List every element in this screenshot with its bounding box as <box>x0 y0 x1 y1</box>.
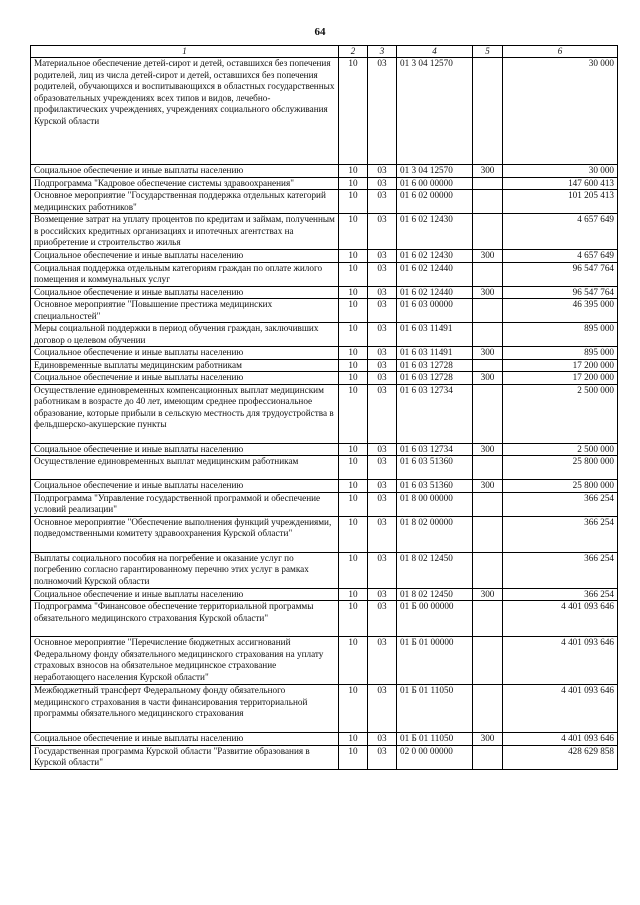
row-name: Осуществление единовременных выплат медицинским работникам <box>31 456 339 480</box>
row-section: 10 <box>339 443 368 456</box>
row-subsection: 03 <box>368 165 397 178</box>
row-expense-type <box>473 323 503 347</box>
row-section: 10 <box>339 286 368 299</box>
column-header: 3 <box>368 46 397 58</box>
table-row <box>31 456 618 480</box>
table-row <box>31 323 618 347</box>
row-subsection: 03 <box>368 177 397 190</box>
row-name: Возмещение затрат на уплату процентов по кредитам и займам, полученным в российских кредитных организациях и ипотечных агентствах на приобретение и строительство жилья <box>31 214 339 250</box>
row-subsection: 03 <box>368 372 397 385</box>
table-row <box>31 733 618 746</box>
row-subsection: 03 <box>368 323 397 347</box>
row-amount: 17 200 000 <box>503 372 618 385</box>
table-row <box>31 262 618 286</box>
row-name: Социальное обеспечение и иные выплаты населению <box>31 286 339 299</box>
row-amount: 101 205 413 <box>503 190 618 214</box>
row-section: 10 <box>339 492 368 516</box>
row-section: 10 <box>339 58 368 165</box>
row-target-item: 01 6 03 12734 <box>397 443 473 456</box>
row-name: Меры социальной поддержки в период обучения граждан, заключивших договор о целевом обучении <box>31 323 339 347</box>
row-amount: 895 000 <box>503 347 618 360</box>
row-name: Межбюджетный трансферт Федеральному фонду обязательного медицинского страхования в части финансирования территориальной программы обязательного медицинского страхования <box>31 685 339 733</box>
row-subsection: 03 <box>368 552 397 588</box>
row-subsection: 03 <box>368 384 397 443</box>
row-name: Подпрограмма "Управление государственной программой и обеспечение условий реализации" <box>31 492 339 516</box>
row-subsection: 03 <box>368 480 397 493</box>
table-row <box>31 165 618 178</box>
table-row <box>31 685 618 733</box>
row-expense-type <box>473 492 503 516</box>
row-name: Единовременные выплаты медицинским работникам <box>31 359 339 372</box>
table-row <box>31 359 618 372</box>
row-target-item: 01 8 02 12450 <box>397 588 473 601</box>
row-subsection: 03 <box>368 214 397 250</box>
row-expense-type: 300 <box>473 443 503 456</box>
row-expense-type <box>473 262 503 286</box>
row-subsection: 03 <box>368 456 397 480</box>
row-subsection: 03 <box>368 637 397 685</box>
row-name: Государственная программа Курской области "Развитие образования в Курской области" <box>31 745 339 769</box>
column-header: 2 <box>339 46 368 58</box>
table-row <box>31 492 618 516</box>
row-expense-type <box>473 745 503 769</box>
row-expense-type: 300 <box>473 250 503 263</box>
row-subsection: 03 <box>368 492 397 516</box>
table-row <box>31 588 618 601</box>
row-amount: 46 395 000 <box>503 299 618 323</box>
row-subsection: 03 <box>368 299 397 323</box>
row-expense-type: 300 <box>473 372 503 385</box>
row-expense-type <box>473 359 503 372</box>
header-row <box>31 46 618 58</box>
row-name: Социальное обеспечение и иные выплаты населению <box>31 733 339 746</box>
row-expense-type: 300 <box>473 165 503 178</box>
row-name: Социальное обеспечение и иные выплаты населению <box>31 347 339 360</box>
row-target-item: 01 6 03 00000 <box>397 299 473 323</box>
row-amount: 147 600 413 <box>503 177 618 190</box>
row-name: Подпрограмма "Кадровое обеспечение системы здравоохранения" <box>31 177 339 190</box>
row-expense-type: 300 <box>473 588 503 601</box>
row-expense-type <box>473 384 503 443</box>
row-section: 10 <box>339 165 368 178</box>
row-subsection: 03 <box>368 516 397 552</box>
row-target-item: 01 Б 01 11050 <box>397 733 473 746</box>
row-section: 10 <box>339 685 368 733</box>
row-subsection: 03 <box>368 286 397 299</box>
row-amount: 25 800 000 <box>503 480 618 493</box>
row-target-item: 01 6 03 12728 <box>397 372 473 385</box>
row-section: 10 <box>339 177 368 190</box>
row-subsection: 03 <box>368 359 397 372</box>
table-row <box>31 286 618 299</box>
row-target-item: 01 Б 01 00000 <box>397 637 473 685</box>
row-expense-type <box>473 456 503 480</box>
row-amount: 2 500 000 <box>503 443 618 456</box>
row-section: 10 <box>339 250 368 263</box>
row-expense-type <box>473 516 503 552</box>
budget-table <box>30 45 618 770</box>
row-subsection: 03 <box>368 443 397 456</box>
row-section: 10 <box>339 552 368 588</box>
table-row <box>31 745 618 769</box>
row-name: Социальное обеспечение и иные выплаты населению <box>31 443 339 456</box>
row-section: 10 <box>339 745 368 769</box>
row-amount: 96 547 764 <box>503 262 618 286</box>
row-target-item: 01 6 02 12440 <box>397 286 473 299</box>
row-amount: 2 500 000 <box>503 384 618 443</box>
row-section: 10 <box>339 384 368 443</box>
row-subsection: 03 <box>368 347 397 360</box>
row-subsection: 03 <box>368 58 397 165</box>
row-target-item: 01 Б 01 11050 <box>397 685 473 733</box>
row-name: Основное мероприятие "Государственная поддержка отдельных категорий медицинских работников" <box>31 190 339 214</box>
row-target-item: 01 6 02 12430 <box>397 250 473 263</box>
row-section: 10 <box>339 588 368 601</box>
row-amount: 4 401 093 646 <box>503 637 618 685</box>
table-row <box>31 443 618 456</box>
row-amount: 17 200 000 <box>503 359 618 372</box>
row-target-item: 01 3 04 12570 <box>397 165 473 178</box>
row-expense-type: 300 <box>473 347 503 360</box>
row-subsection: 03 <box>368 745 397 769</box>
row-name: Выплаты социального пособия на погребение и оказание услуг по погребению согласно гарантированному перечню этих услуг в рамках полномочий Курской области <box>31 552 339 588</box>
row-expense-type <box>473 58 503 165</box>
row-amount: 366 254 <box>503 552 618 588</box>
row-target-item: 01 6 02 12430 <box>397 214 473 250</box>
row-amount: 366 254 <box>503 588 618 601</box>
row-name: Социальное обеспечение и иные выплаты населению <box>31 250 339 263</box>
row-target-item: 01 6 03 51360 <box>397 456 473 480</box>
row-subsection: 03 <box>368 685 397 733</box>
row-section: 10 <box>339 372 368 385</box>
row-expense-type <box>473 637 503 685</box>
column-header: 6 <box>503 46 618 58</box>
row-name: Материальное обеспечение детей-сирот и детей, оставшихся без попечения родителей, лиц из числа детей-сирот и детей, оставшихся без попечения родителей, обучающихся и воспитывающихся в областных государственных образовательных учреждениях всех типов и видов, лечебно-профилактических учреждениях, учреждениях социального обслуживания Курской области <box>31 58 339 165</box>
table-row <box>31 480 618 493</box>
row-subsection: 03 <box>368 588 397 601</box>
row-name: Социальное обеспечение и иные выплаты населению <box>31 588 339 601</box>
table-row <box>31 190 618 214</box>
row-name: Социальное обеспечение и иные выплаты населению <box>31 372 339 385</box>
row-name: Социальное обеспечение и иные выплаты населению <box>31 480 339 493</box>
row-name: Социальная поддержка отдельным категориям граждан по оплате жилого помещения и коммунальных услуг <box>31 262 339 286</box>
table-row <box>31 299 618 323</box>
row-amount: 96 547 764 <box>503 286 618 299</box>
row-subsection: 03 <box>368 262 397 286</box>
column-header: 5 <box>473 46 503 58</box>
row-expense-type: 300 <box>473 733 503 746</box>
table-row <box>31 601 618 637</box>
row-subsection: 03 <box>368 733 397 746</box>
row-section: 10 <box>339 299 368 323</box>
row-name: Основное мероприятие "Обеспечение выполнения функций учреждениями, подведомственными комитету здравоохранения Курской области" <box>31 516 339 552</box>
row-section: 10 <box>339 359 368 372</box>
row-amount: 4 657 649 <box>503 214 618 250</box>
row-amount: 428 629 858 <box>503 745 618 769</box>
row-expense-type <box>473 552 503 588</box>
table-row <box>31 516 618 552</box>
row-section: 10 <box>339 456 368 480</box>
row-section: 10 <box>339 347 368 360</box>
row-amount: 366 254 <box>503 492 618 516</box>
table-row <box>31 384 618 443</box>
row-expense-type <box>473 685 503 733</box>
row-section: 10 <box>339 480 368 493</box>
column-header: 1 <box>31 46 339 58</box>
row-target-item: 01 6 03 11491 <box>397 347 473 360</box>
row-target-item: 02 0 00 00000 <box>397 745 473 769</box>
row-amount: 895 000 <box>503 323 618 347</box>
row-target-item: 01 6 03 12734 <box>397 384 473 443</box>
table-row <box>31 347 618 360</box>
table-row <box>31 250 618 263</box>
row-section: 10 <box>339 516 368 552</box>
row-amount: 30 000 <box>503 58 618 165</box>
row-target-item: 01 6 03 11491 <box>397 323 473 347</box>
row-name: Осуществление единовременных компенсационных выплат медицинским работникам в возрасте до 40 лет, имеющим среднее профессиональное образование, которые прибыли в сельскую местность для трудоустройства в фельдшерско-акушерские пункты <box>31 384 339 443</box>
row-expense-type <box>473 299 503 323</box>
table-row <box>31 372 618 385</box>
row-section: 10 <box>339 637 368 685</box>
row-target-item: 01 6 00 00000 <box>397 177 473 190</box>
row-amount: 25 800 000 <box>503 456 618 480</box>
row-name: Подпрограмма "Финансовое обеспечение территориальной программы обязательного медицинского страхования Курской области" <box>31 601 339 637</box>
row-amount: 366 254 <box>503 516 618 552</box>
row-target-item: 01 3 04 12570 <box>397 58 473 165</box>
row-target-item: 01 8 02 12450 <box>397 552 473 588</box>
table-row <box>31 552 618 588</box>
row-subsection: 03 <box>368 601 397 637</box>
row-target-item: 01 Б 00 00000 <box>397 601 473 637</box>
row-name: Основное мероприятие "Повышение престижа медицинских специальностей" <box>31 299 339 323</box>
row-name: Основное мероприятие "Перечисление бюджетных ассигнований Федеральному фонду обязательного медицинского страхования на уплату страховых взносов на обязательное медицинское страхование неработающего населения Курской области" <box>31 637 339 685</box>
row-expense-type: 300 <box>473 286 503 299</box>
row-target-item: 01 6 02 12440 <box>397 262 473 286</box>
row-target-item: 01 6 03 51360 <box>397 480 473 493</box>
row-name: Социальное обеспечение и иные выплаты населению <box>31 165 339 178</box>
table-row <box>31 214 618 250</box>
row-expense-type: 300 <box>473 480 503 493</box>
row-section: 10 <box>339 190 368 214</box>
row-amount: 30 000 <box>503 165 618 178</box>
row-expense-type <box>473 601 503 637</box>
row-section: 10 <box>339 214 368 250</box>
row-amount: 4 657 649 <box>503 250 618 263</box>
row-section: 10 <box>339 733 368 746</box>
row-section: 10 <box>339 601 368 637</box>
table-row <box>31 58 618 165</box>
row-target-item: 01 6 02 00000 <box>397 190 473 214</box>
row-target-item: 01 6 03 12728 <box>397 359 473 372</box>
table-row <box>31 177 618 190</box>
row-subsection: 03 <box>368 190 397 214</box>
row-expense-type <box>473 177 503 190</box>
row-section: 10 <box>339 262 368 286</box>
column-header: 4 <box>397 46 473 58</box>
row-section: 10 <box>339 323 368 347</box>
row-amount: 4 401 093 646 <box>503 685 618 733</box>
row-target-item: 01 8 00 00000 <box>397 492 473 516</box>
row-expense-type <box>473 214 503 250</box>
page-number: 64 <box>314 26 326 38</box>
row-amount: 4 401 093 646 <box>503 601 618 637</box>
row-target-item: 01 8 02 00000 <box>397 516 473 552</box>
row-subsection: 03 <box>368 250 397 263</box>
table-row <box>31 637 618 685</box>
row-expense-type <box>473 190 503 214</box>
row-amount: 4 401 093 646 <box>503 733 618 746</box>
